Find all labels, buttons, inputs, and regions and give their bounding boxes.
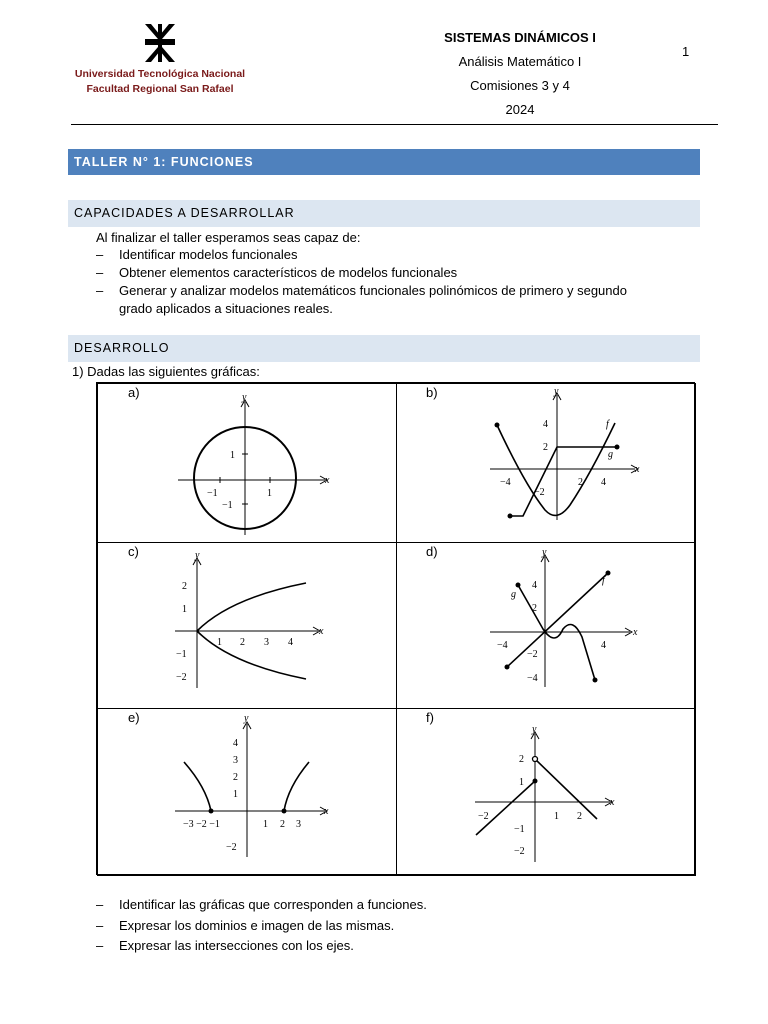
workshop-title: TALLER N° 1: FUNCIONES xyxy=(68,149,700,175)
svg-text:1: 1 xyxy=(233,789,238,800)
faculty-name: Facultad Regional San Rafael xyxy=(86,83,234,95)
graph-b xyxy=(485,385,645,525)
x-axis-label: x xyxy=(633,627,638,638)
x-axis-label: x xyxy=(319,626,324,637)
bullet-dash: – xyxy=(96,283,104,298)
svg-text:4: 4 xyxy=(532,580,537,591)
svg-text:2: 2 xyxy=(577,811,582,822)
development-heading: DESARROLLO xyxy=(68,335,700,362)
svg-text:−1: −1 xyxy=(514,824,525,835)
svg-text:−2: −2 xyxy=(226,842,237,853)
year: 2024 xyxy=(505,102,535,117)
label-d: d) xyxy=(426,544,438,559)
graph-a xyxy=(170,390,340,540)
svg-text:−4: −4 xyxy=(497,640,508,651)
capacity-item: Generar y analizar modelos matemáticos funcionales polinómicos de primero y segundo xyxy=(119,283,627,298)
svg-text:−2: −2 xyxy=(176,672,187,683)
f-label: f xyxy=(606,419,609,430)
g-label: g xyxy=(511,589,516,600)
y-axis-label: y xyxy=(554,386,559,397)
subject: Análisis Matemático I xyxy=(458,54,582,69)
svg-text:4: 4 xyxy=(288,637,293,648)
graph-c xyxy=(170,548,335,693)
commissions: Comisiones 3 y 4 xyxy=(470,78,570,93)
svg-text:3: 3 xyxy=(233,755,238,766)
label-c: c) xyxy=(128,544,139,559)
svg-text:−2: −2 xyxy=(527,649,538,660)
capacity-item: Obtener elementos característicos de modelos funcionales xyxy=(119,265,458,280)
university-name: Universidad Tecnológica Nacional xyxy=(74,68,246,80)
svg-text:−3 −2 −1: −3 −2 −1 xyxy=(183,819,220,830)
course-block xyxy=(420,26,620,122)
svg-text:−2: −2 xyxy=(534,487,545,498)
header-divider xyxy=(71,124,718,125)
graph-d xyxy=(485,547,645,692)
x-axis-label: x xyxy=(324,806,329,817)
svg-text:−1: −1 xyxy=(222,500,233,511)
svg-text:3: 3 xyxy=(296,819,301,830)
page-number: 1 xyxy=(682,44,690,59)
svg-text:1: 1 xyxy=(230,450,235,461)
svg-text:2: 2 xyxy=(182,581,187,592)
x-axis-label: x xyxy=(325,475,330,486)
y-axis-label: y xyxy=(244,713,249,724)
svg-text:−2: −2 xyxy=(478,811,489,822)
svg-text:−2: −2 xyxy=(514,846,525,857)
task-item: Identificar las gráficas que corresponden a funciones. xyxy=(119,897,427,912)
svg-text:4: 4 xyxy=(601,477,606,488)
svg-text:2: 2 xyxy=(519,754,524,765)
graph-f xyxy=(470,722,620,867)
g-label: g xyxy=(608,449,613,460)
bullet-dash: – xyxy=(96,897,104,912)
svg-text:2: 2 xyxy=(532,603,537,614)
svg-text:2: 2 xyxy=(578,477,583,488)
svg-text:2: 2 xyxy=(233,772,238,783)
bullet-dash: – xyxy=(96,247,104,262)
label-f: f) xyxy=(426,710,434,725)
svg-text:2: 2 xyxy=(240,637,245,648)
f-label: f xyxy=(602,575,605,586)
y-axis-label: y xyxy=(542,547,547,558)
svg-text:−4: −4 xyxy=(527,673,538,684)
svg-text:3: 3 xyxy=(264,637,269,648)
university-block xyxy=(60,67,260,97)
bullet-dash: – xyxy=(96,918,104,933)
svg-text:1: 1 xyxy=(217,637,222,648)
label-b: b) xyxy=(426,385,438,400)
svg-text:1: 1 xyxy=(267,488,272,499)
course-title: SISTEMAS DINÁMICOS I xyxy=(444,30,596,45)
capacity-item-cont: grado aplicados a situaciones reales. xyxy=(119,301,333,316)
bullet-dash: – xyxy=(96,265,104,280)
svg-text:1: 1 xyxy=(554,811,559,822)
svg-text:2: 2 xyxy=(543,442,548,453)
svg-text:4: 4 xyxy=(601,640,606,651)
x-axis-label: x xyxy=(610,797,615,808)
svg-text:2: 2 xyxy=(280,819,285,830)
label-a: a) xyxy=(128,385,140,400)
graph-e xyxy=(170,712,335,862)
capacities-heading: CAPACIDADES A DESARROLLAR xyxy=(68,200,700,227)
capacity-item: Identificar modelos funcionales xyxy=(119,247,298,262)
y-axis-label: y xyxy=(532,724,537,735)
task-item: Expresar los dominios e imagen de las mismas. xyxy=(119,918,395,933)
utn-logo xyxy=(141,24,179,62)
svg-text:−4: −4 xyxy=(500,477,511,488)
svg-text:−1: −1 xyxy=(207,488,218,499)
svg-text:4: 4 xyxy=(543,419,548,430)
x-axis-label: x xyxy=(635,464,640,475)
y-axis-label: y xyxy=(195,550,200,561)
bullet-dash: – xyxy=(96,938,104,953)
task-item: Expresar las intersecciones con los ejes. xyxy=(119,938,354,953)
label-e: e) xyxy=(128,710,140,725)
svg-text:1: 1 xyxy=(519,777,524,788)
capacities-intro: Al finalizar el taller esperamos seas capaz de: xyxy=(96,230,361,245)
svg-text:1: 1 xyxy=(263,819,268,830)
y-axis-label: y xyxy=(242,392,247,403)
svg-text:1: 1 xyxy=(182,604,187,615)
question-1: 1) Dadas las siguientes gráficas: xyxy=(72,364,260,379)
svg-text:−1: −1 xyxy=(176,649,187,660)
svg-text:4: 4 xyxy=(233,738,238,749)
